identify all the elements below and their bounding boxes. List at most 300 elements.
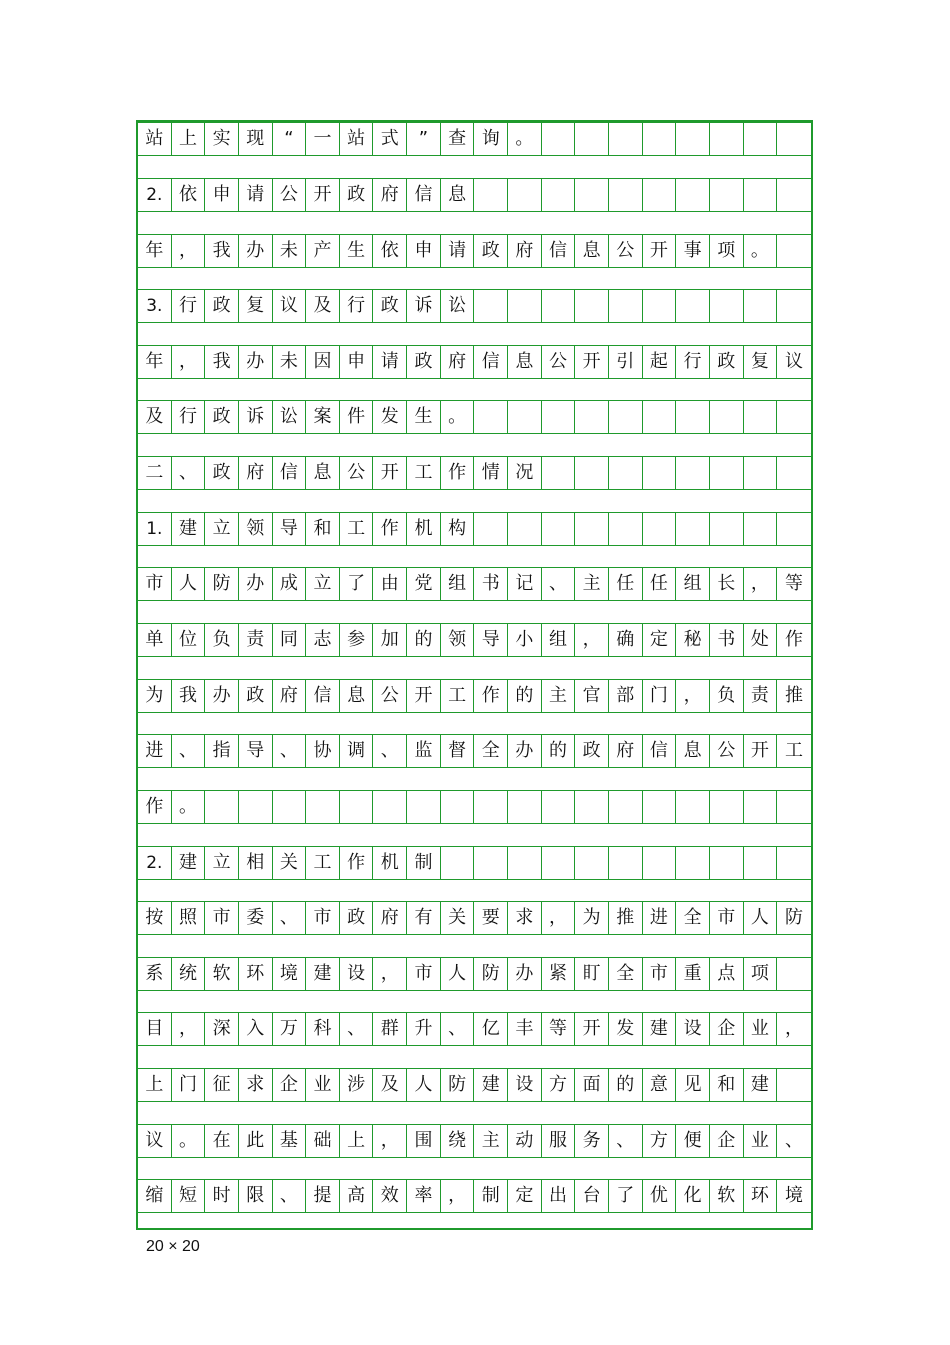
- grid-cell: [710, 401, 744, 433]
- grid-cell: 求: [239, 1069, 273, 1101]
- grid-cell: [474, 290, 508, 322]
- grid-cell: 公: [373, 680, 407, 712]
- grid-cell: 础: [306, 1125, 340, 1157]
- grid-cell: 方: [542, 1069, 576, 1101]
- grid-cell: 生: [340, 235, 374, 267]
- grid-cell: 作: [441, 457, 475, 489]
- grid-cell: [542, 401, 576, 433]
- grid-cell: 工: [306, 847, 340, 879]
- grid-cell: [710, 179, 744, 211]
- grid-cell: [710, 513, 744, 545]
- grid-cell: 发: [373, 401, 407, 433]
- grid-cell: “: [273, 123, 307, 155]
- grid-cell: 见: [676, 1069, 710, 1101]
- grid-cell: 人: [744, 902, 778, 934]
- grid-cell: 工: [407, 457, 441, 489]
- manuscript-grid-sheet: [136, 120, 813, 1230]
- grid-cell: 优: [643, 1180, 677, 1212]
- grid-cell: [441, 791, 475, 823]
- grid-cell: 建: [172, 513, 206, 545]
- grid-cell: 的: [542, 735, 576, 767]
- grid-cell: [710, 290, 744, 322]
- grid-cell: 一: [306, 123, 340, 155]
- grid-cell: 开: [575, 346, 609, 378]
- grid-cell: [744, 457, 778, 489]
- grid-cell: 主: [542, 680, 576, 712]
- grid-cell: 政: [407, 346, 441, 378]
- grid-cell: 推: [784, 685, 803, 706]
- grid-cell: 人: [441, 958, 475, 990]
- grid-cell: 导: [239, 735, 273, 767]
- grid-cell: 征: [205, 1069, 239, 1101]
- grid-cell: 办: [239, 568, 273, 600]
- grid-cell: [744, 791, 778, 823]
- grid-cell: 境: [784, 1185, 803, 1206]
- grid-cell: 申: [407, 235, 441, 267]
- grid-cell: 政: [205, 457, 239, 489]
- grid-cell: [744, 513, 778, 545]
- grid-cell: 建: [306, 958, 340, 990]
- grid-cell: 公: [710, 735, 744, 767]
- grid-cell: 建: [643, 1013, 677, 1045]
- grid-cell: 立: [205, 513, 239, 545]
- grid-cell: 官: [575, 680, 609, 712]
- grid-cell: 诉: [407, 290, 441, 322]
- grid-cell: ，: [373, 958, 407, 990]
- grid-cell: 府: [373, 902, 407, 934]
- grid-row: [138, 734, 811, 768]
- grid-cell: 办: [239, 346, 273, 378]
- grid-cell: 加: [373, 624, 407, 656]
- grid-cell: 关: [441, 902, 475, 934]
- grid-cell: 涉: [340, 1069, 374, 1101]
- grid-cell: 志: [306, 624, 340, 656]
- grid-cell: [575, 401, 609, 433]
- grid-cell: [744, 401, 778, 433]
- grid-cell: [643, 179, 677, 211]
- grid-cell: 我: [172, 680, 206, 712]
- grid-cell: 。: [441, 401, 475, 433]
- grid-cell: 政: [340, 179, 374, 211]
- grid-cell: 监: [407, 735, 441, 767]
- grid-cell: 防: [205, 568, 239, 600]
- grid-cell: 进: [643, 902, 677, 934]
- grid-row: [138, 456, 811, 490]
- grid-cell: 导: [474, 624, 508, 656]
- grid-cell: 业: [744, 1013, 778, 1045]
- grid-cell: 立: [306, 568, 340, 600]
- grid-cell: 环: [744, 1180, 778, 1212]
- grid-cell: 盯: [575, 958, 609, 990]
- grid-cell: 行: [172, 290, 206, 322]
- grid-cell: 政: [205, 290, 239, 322]
- grid-cell: 行: [340, 290, 374, 322]
- grid-cell: [609, 847, 643, 879]
- grid-row: [138, 567, 811, 601]
- grid-row: [138, 901, 811, 935]
- grid-cell: [273, 791, 307, 823]
- grid-cell: 、: [273, 902, 307, 934]
- grid-cell: 和: [710, 1069, 744, 1101]
- grid-cell: 组: [441, 568, 475, 600]
- grid-cell: 企: [710, 1013, 744, 1045]
- grid-cell: 公: [340, 457, 374, 489]
- grid-cell: [508, 401, 542, 433]
- grid-cell: 办: [508, 735, 542, 767]
- grid-cell: [643, 290, 677, 322]
- grid-cell: 记: [508, 568, 542, 600]
- grid-cell: 负: [710, 680, 744, 712]
- grid-cell: 任: [609, 568, 643, 600]
- grid-cell: [474, 513, 508, 545]
- grid-size-label: 20 × 20: [146, 1238, 200, 1255]
- grid-cell: 复: [239, 290, 273, 322]
- grid-cell: 、: [273, 735, 307, 767]
- grid-cell: [407, 791, 441, 823]
- grid-cell: 办: [508, 958, 542, 990]
- grid-cell: 、: [373, 735, 407, 767]
- grid-cell: 2.: [138, 179, 172, 211]
- grid-cell: 开: [373, 457, 407, 489]
- grid-cell: 群: [373, 1013, 407, 1045]
- grid-cell: 作: [340, 847, 374, 879]
- grid-cell: 设: [508, 1069, 542, 1101]
- grid-cell: 人: [172, 568, 206, 600]
- grid-cell: 全: [676, 902, 710, 934]
- grid-cell: 政: [575, 735, 609, 767]
- grid-cell: [676, 457, 710, 489]
- grid-cell: 况: [508, 457, 542, 489]
- grid-cell: 开: [407, 680, 441, 712]
- grid-cell: 导: [273, 513, 307, 545]
- grid-cell: 2.: [138, 847, 172, 879]
- grid-cell: 入: [239, 1013, 273, 1045]
- grid-cell: 缩: [138, 1180, 172, 1212]
- grid-cell: 由: [373, 568, 407, 600]
- grid-cell: 办: [205, 680, 239, 712]
- grid-cell: 起: [643, 346, 677, 378]
- grid-cell: 参: [340, 624, 374, 656]
- grid-cell: 议: [138, 1125, 172, 1157]
- grid-cell: 府: [609, 735, 643, 767]
- grid-cell: 产: [306, 235, 340, 267]
- grid-cell: [710, 847, 744, 879]
- grid-cell: ，: [441, 1180, 475, 1212]
- grid-cell: [441, 847, 475, 879]
- grid-cell: 协: [306, 735, 340, 767]
- grid-cell: 府: [508, 235, 542, 267]
- grid-cell: 在: [205, 1125, 239, 1157]
- grid-cell: [643, 847, 677, 879]
- grid-cell: 处: [744, 624, 778, 656]
- grid-cell: [609, 290, 643, 322]
- grid-cell: 请: [441, 235, 475, 267]
- grid-cell: [777, 179, 811, 211]
- grid-cell: 定: [508, 1180, 542, 1212]
- grid-cell: 站: [138, 123, 172, 155]
- grid-cell: 此: [239, 1125, 273, 1157]
- grid-cell: 责: [239, 624, 273, 656]
- grid-cell: ，: [542, 902, 576, 934]
- grid-cell: 限: [239, 1180, 273, 1212]
- grid-cell: [239, 791, 273, 823]
- grid-cell: 开: [744, 735, 778, 767]
- grid-cell: 面: [575, 1069, 609, 1101]
- grid-cell: 软: [710, 1180, 744, 1212]
- grid-row: [138, 289, 811, 323]
- grid-cell: 开: [306, 179, 340, 211]
- grid-cell: 上: [138, 1069, 172, 1101]
- grid-cell: ”: [407, 123, 441, 155]
- grid-cell: [542, 179, 576, 211]
- grid-cell: 息: [508, 346, 542, 378]
- grid-cell: 高: [340, 1180, 374, 1212]
- grid-cell: 项: [710, 235, 744, 267]
- grid-cell: [542, 847, 576, 879]
- grid-cell: 环: [239, 958, 273, 990]
- grid-cell: 主: [474, 1125, 508, 1157]
- grid-row: [138, 1068, 811, 1102]
- grid-cell: 。: [172, 1125, 206, 1157]
- grid-cell: [575, 290, 609, 322]
- grid-cell: ，: [575, 624, 609, 656]
- grid-cell: 进: [138, 735, 172, 767]
- grid-cell: 要: [474, 902, 508, 934]
- grid-cell: 1.: [138, 513, 172, 545]
- grid-cell: 深: [205, 1013, 239, 1045]
- grid-cell: 政: [205, 401, 239, 433]
- grid-cell: 信: [542, 235, 576, 267]
- grid-cell: [542, 123, 576, 155]
- grid-cell: 工: [784, 740, 803, 761]
- grid-cell: 信: [306, 680, 340, 712]
- grid-cell: 式: [373, 123, 407, 155]
- grid-cell: 作: [474, 680, 508, 712]
- grid-cell: 。: [744, 235, 778, 267]
- grid-cell: 我: [205, 346, 239, 378]
- grid-cell: 、: [273, 1180, 307, 1212]
- grid-cell: 制: [474, 1180, 508, 1212]
- grid-cell: 率: [407, 1180, 441, 1212]
- grid-cell: 作: [784, 629, 803, 650]
- grid-cell: 组: [542, 624, 576, 656]
- grid-cell: 开: [643, 235, 677, 267]
- grid-cell: 围: [407, 1125, 441, 1157]
- grid-cell: 市: [407, 958, 441, 990]
- grid-cell: [340, 791, 374, 823]
- grid-cell: 机: [407, 513, 441, 545]
- grid-cell: 公: [542, 346, 576, 378]
- grid-cell: 建: [744, 1069, 778, 1101]
- grid-cell: 点: [710, 958, 744, 990]
- grid-cell: 按: [138, 902, 172, 934]
- grid-cell: 推: [609, 902, 643, 934]
- grid-cell: 发: [609, 1013, 643, 1045]
- grid-cell: [777, 401, 811, 433]
- grid-cell: 息: [306, 457, 340, 489]
- grid-cell: 业: [306, 1069, 340, 1101]
- grid-cell: 实: [205, 123, 239, 155]
- grid-cell: [777, 123, 811, 155]
- grid-cell: 政: [340, 902, 374, 934]
- grid-cell: 、: [441, 1013, 475, 1045]
- grid-cell: 申: [340, 346, 374, 378]
- grid-cell: 年: [138, 235, 172, 267]
- grid-cell: 政: [710, 346, 744, 378]
- grid-cell: 门: [172, 1069, 206, 1101]
- grid-cell: 设: [340, 958, 374, 990]
- grid-cell: 诉: [239, 401, 273, 433]
- grid-cell: 工: [340, 513, 374, 545]
- grid-cell: [609, 457, 643, 489]
- grid-cell: 建: [172, 847, 206, 879]
- grid-cell: 请: [373, 346, 407, 378]
- grid-cell: 指: [205, 735, 239, 767]
- grid-cell: 工: [441, 680, 475, 712]
- grid-cell: 上: [172, 123, 206, 155]
- grid-cell: 、: [340, 1013, 374, 1045]
- grid-cell: 二: [138, 457, 172, 489]
- grid-cell: 依: [373, 235, 407, 267]
- grid-cell: 提: [306, 1180, 340, 1212]
- grid-cell: [609, 791, 643, 823]
- grid-cell: [542, 791, 576, 823]
- grid-cell: 亿: [474, 1013, 508, 1045]
- grid-cell: [306, 791, 340, 823]
- grid-cell: [575, 457, 609, 489]
- grid-cell: 政: [373, 290, 407, 322]
- grid-cell: 了: [340, 568, 374, 600]
- grid-cell: 府: [239, 457, 273, 489]
- grid-cell: 负: [205, 624, 239, 656]
- grid-cell: 动: [508, 1125, 542, 1157]
- grid-cell: 升: [407, 1013, 441, 1045]
- grid-cell: 询: [474, 123, 508, 155]
- grid-cell: [575, 123, 609, 155]
- grid-cell: [676, 179, 710, 211]
- grid-cell: 构: [441, 513, 475, 545]
- grid-cell: [710, 123, 744, 155]
- grid-cell: 作: [138, 791, 172, 823]
- grid-cell: [609, 179, 643, 211]
- grid-cell: 效: [373, 1180, 407, 1212]
- grid-cell: [777, 235, 811, 267]
- grid-cell: 生: [407, 401, 441, 433]
- grid-cell: 案: [306, 401, 340, 433]
- grid-cell: 主: [575, 568, 609, 600]
- grid-cell: 息: [441, 179, 475, 211]
- grid-cell: [676, 401, 710, 433]
- grid-cell: [609, 513, 643, 545]
- grid-cell: 事: [676, 235, 710, 267]
- grid-cell: 同: [273, 624, 307, 656]
- grid-cell: 人: [407, 1069, 441, 1101]
- grid-cell: [676, 123, 710, 155]
- grid-cell: 了: [609, 1180, 643, 1212]
- grid-cell: 行: [676, 346, 710, 378]
- grid-cell: 议: [784, 351, 803, 372]
- grid-cell: ，: [172, 1013, 206, 1045]
- grid-cell: 部: [609, 680, 643, 712]
- grid-cell: [744, 179, 778, 211]
- grid-cell: [542, 457, 576, 489]
- grid-row: [138, 679, 811, 713]
- grid-cell: [676, 290, 710, 322]
- grid-cell: 短: [172, 1180, 206, 1212]
- grid-cell: ，: [744, 568, 778, 600]
- grid-cell: 单: [138, 624, 172, 656]
- grid-cell: 照: [172, 902, 206, 934]
- grid-cell: 息: [676, 735, 710, 767]
- grid-cell: [542, 290, 576, 322]
- grid-cell: [575, 847, 609, 879]
- grid-row: [138, 1124, 811, 1158]
- grid-cell: 防: [784, 907, 803, 928]
- grid-cell: 申: [205, 179, 239, 211]
- grid-cell: 的: [609, 1069, 643, 1101]
- grid-cell: 基: [273, 1125, 307, 1157]
- grid-cell: 务: [575, 1125, 609, 1157]
- grid-cell: 公: [609, 235, 643, 267]
- grid-cell: 小: [508, 624, 542, 656]
- grid-cell: 责: [744, 680, 778, 712]
- grid-cell: 行: [172, 401, 206, 433]
- grid-cell: 信: [407, 179, 441, 211]
- grid-cell: [777, 290, 811, 322]
- grid-row: [138, 623, 811, 657]
- grid-cell: 3.: [138, 290, 172, 322]
- grid-cell: 全: [474, 735, 508, 767]
- grid-cell: 信: [273, 457, 307, 489]
- grid-cell: 设: [676, 1013, 710, 1045]
- grid-cell: 组: [676, 568, 710, 600]
- grid-cell: [744, 123, 778, 155]
- grid-cell: 督: [441, 735, 475, 767]
- grid-cell: 调: [340, 735, 374, 767]
- grid-cell: 、: [542, 568, 576, 600]
- grid-cell: 出: [542, 1180, 576, 1212]
- grid-cell: 及: [138, 401, 172, 433]
- grid-cell: 府: [273, 680, 307, 712]
- grid-cell: 查: [441, 123, 475, 155]
- grid-cell: 任: [643, 568, 677, 600]
- grid-cell: 求: [508, 902, 542, 934]
- grid-cell: 府: [373, 179, 407, 211]
- grid-row: [138, 234, 811, 268]
- grid-cell: 系: [138, 958, 172, 990]
- grid-cell: 引: [609, 346, 643, 378]
- grid-cell: 未: [273, 235, 307, 267]
- grid-cell: [474, 791, 508, 823]
- grid-row: [138, 122, 811, 156]
- grid-cell: 息: [340, 680, 374, 712]
- grid-cell: [373, 791, 407, 823]
- grid-cell: 意: [643, 1069, 677, 1101]
- grid-cell: 市: [643, 958, 677, 990]
- grid-cell: 。: [508, 123, 542, 155]
- grid-cell: 立: [205, 847, 239, 879]
- grid-row: [138, 345, 811, 379]
- manuscript-grid: [138, 122, 811, 1228]
- grid-cell: 关: [273, 847, 307, 879]
- grid-cell: 党: [407, 568, 441, 600]
- grid-cell: 丰: [508, 1013, 542, 1045]
- grid-cell: [474, 847, 508, 879]
- grid-cell: [643, 457, 677, 489]
- grid-cell: 的: [508, 680, 542, 712]
- grid-cell: [643, 791, 677, 823]
- grid-cell: [744, 290, 778, 322]
